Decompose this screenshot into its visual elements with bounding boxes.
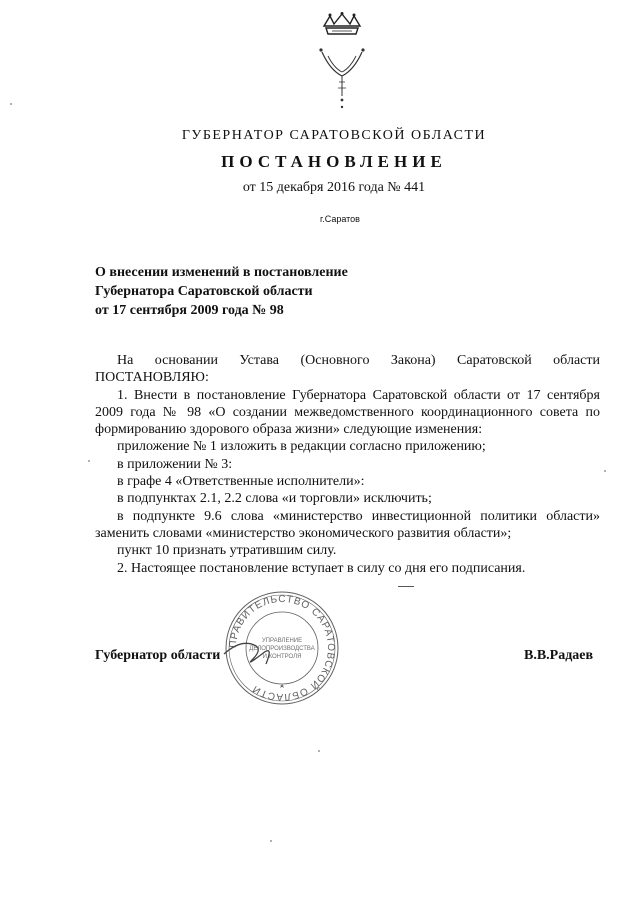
pen-mark [398, 586, 414, 587]
body-paragraph: в подпунктах 2.1, 2.2 слова «и торговли» исключить; [117, 491, 432, 507]
body-paragraph: На основании Устава (Основного Закона) Саратовской области [117, 353, 600, 368]
document-type-title: ПОСТАНОВЛЕНИЕ [221, 152, 447, 171]
subject-line: от 17 сентября 2009 года № 98 [95, 303, 284, 318]
crown-emblem-icon [312, 12, 372, 112]
seal-inner-text: И КОНТРОЛЯ [262, 654, 302, 660]
organization-heading: ГУБЕРНАТОР САРАТОВСКОЙ ОБЛАСТИ [181, 128, 487, 143]
body-paragraph: приложение № 1 изложить в редакции согласно приложению; [117, 439, 486, 455]
document-city: г.Саратов [320, 214, 360, 224]
scan-speck [270, 840, 272, 842]
body-paragraph: в графе 4 «Ответственные исполнители»: [117, 474, 365, 490]
document-subject [95, 263, 495, 320]
seal-star-icon [280, 684, 284, 688]
signer-name: В.В.Радаев [524, 648, 594, 663]
scan-speck [88, 460, 90, 462]
scan-speck [10, 103, 12, 105]
scan-speck [604, 470, 606, 472]
body-paragraph: 1. Внести в постановление Губернатора Саратовской области от 17 сентября 2009 года № 98 «О создании межведомственного координационного совета по формированию здорового образа жизни» следующие изменения: [95, 387, 600, 438]
body-paragraph: ПОСТАНОВЛЯЮ: [95, 370, 209, 386]
body-paragraph: пункт 10 признать утратившим силу. [117, 543, 337, 559]
subject-line: О внесении изменений в постановление [95, 265, 348, 280]
signer-position: Губернатор области [95, 648, 221, 663]
seal-inner-text: УПРАВЛЕНИЕ [261, 638, 303, 644]
body-paragraph: в приложении № 3: [117, 456, 233, 472]
official-seal-stamp [222, 588, 342, 708]
subject-line: Губернатора Саратовской области [95, 284, 313, 299]
document-date-number: от 15 декабря 2016 года № 441 [242, 180, 426, 195]
scan-speck [318, 750, 320, 752]
document-body [95, 352, 600, 577]
seal-outer-text: ПРАВИТЕЛЬСТВО САРАТОВСКОЙ ОБЛАСТИ [227, 593, 337, 703]
body-paragraph: в подпункте 9.6 слова «министерство инвестиционной политики области» заменить словами «министерство экономического развития области»; [95, 508, 600, 541]
seal-inner-text: ДЕЛОПРОИЗВОДСТВА [249, 646, 315, 652]
body-paragraph: 2. Настоящее постановление вступает в силу со дня его подписания. [117, 560, 526, 576]
